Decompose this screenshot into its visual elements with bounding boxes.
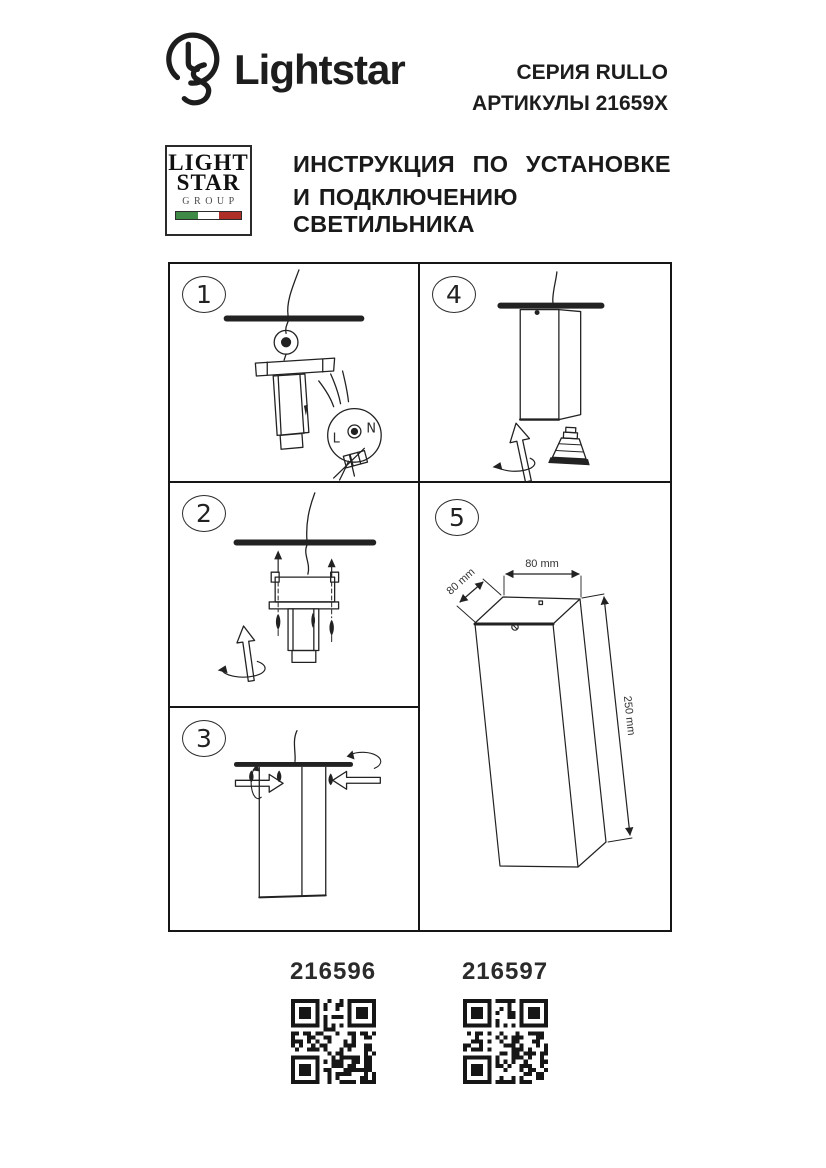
article-number-label: 216596 xyxy=(289,958,377,985)
step-3-badge: 3 xyxy=(182,720,226,757)
flag-white xyxy=(198,212,220,219)
title-line-2: И ПОДКЛЮЧЕНИЮ СВЕТИЛЬНИКА xyxy=(293,184,518,237)
qr-code-image xyxy=(463,999,548,1084)
luminaire-box-3d xyxy=(475,597,606,867)
step-5-panel xyxy=(420,483,670,930)
dimension-height-label: 250 mm xyxy=(620,695,638,737)
dimension-top-width xyxy=(504,574,581,597)
qr-code-image xyxy=(291,999,376,1084)
series-block xyxy=(472,57,668,119)
rotate-arrow xyxy=(492,421,538,481)
dimension-top-label: 80 mm xyxy=(525,558,559,570)
lightstar-bulb-logo-icon xyxy=(162,28,226,120)
step-4-badge: 4 xyxy=(432,276,476,313)
article-numbers: АРТИКУЛЫ 21659X xyxy=(472,92,668,115)
step-3-panel xyxy=(170,708,418,930)
step-4-panel xyxy=(420,264,670,483)
grid-right-column xyxy=(420,264,670,930)
flag-green xyxy=(176,212,198,219)
grid-left-column xyxy=(170,264,420,930)
step-1-panel xyxy=(170,264,418,483)
fixture-bracket xyxy=(255,358,334,449)
slide-arrow-right xyxy=(333,751,381,790)
step-5-illustration xyxy=(420,483,670,930)
dimension-side-label: 80 mm xyxy=(444,566,478,598)
title-line-1: ИНСТРУКЦИЯ ПО УСТАНОВКЕ xyxy=(293,151,671,177)
supply-wire xyxy=(553,272,557,303)
logo-line-star: STAR xyxy=(176,170,241,195)
logo-line-group: GROUP xyxy=(182,196,239,207)
supply-wire xyxy=(294,731,297,762)
brand-wordmark: Lightstar xyxy=(234,46,405,93)
screws xyxy=(249,770,333,785)
italian-flag-bar xyxy=(175,211,242,220)
qr-section xyxy=(6,958,826,1089)
fixture-body xyxy=(520,310,580,420)
step-2-badge: 2 xyxy=(182,495,226,532)
page-title xyxy=(293,151,675,238)
supply-wire xyxy=(307,493,315,540)
terminal-l-label: L xyxy=(332,431,340,447)
series-name: СЕРИЯ RULLO xyxy=(516,61,668,84)
article-number-label: 216597 xyxy=(461,958,549,985)
instruction-grid xyxy=(168,262,672,932)
brand-header xyxy=(162,28,405,120)
step-1-badge: 1 xyxy=(182,276,226,313)
step-2-panel xyxy=(170,483,418,708)
qr-item xyxy=(273,958,393,1089)
flag-red xyxy=(219,212,241,219)
rotate-arrow xyxy=(218,625,265,682)
logo-line-light: LIGHT xyxy=(168,150,249,175)
gu10-lamp-icon xyxy=(548,426,591,465)
qr-item xyxy=(445,958,565,1089)
terminal-n-label: N xyxy=(366,421,376,437)
lightstar-group-logo xyxy=(165,145,252,236)
mounting-screws xyxy=(274,550,335,641)
step-5-badge: 5 xyxy=(435,499,479,536)
supply-wire xyxy=(288,270,299,316)
